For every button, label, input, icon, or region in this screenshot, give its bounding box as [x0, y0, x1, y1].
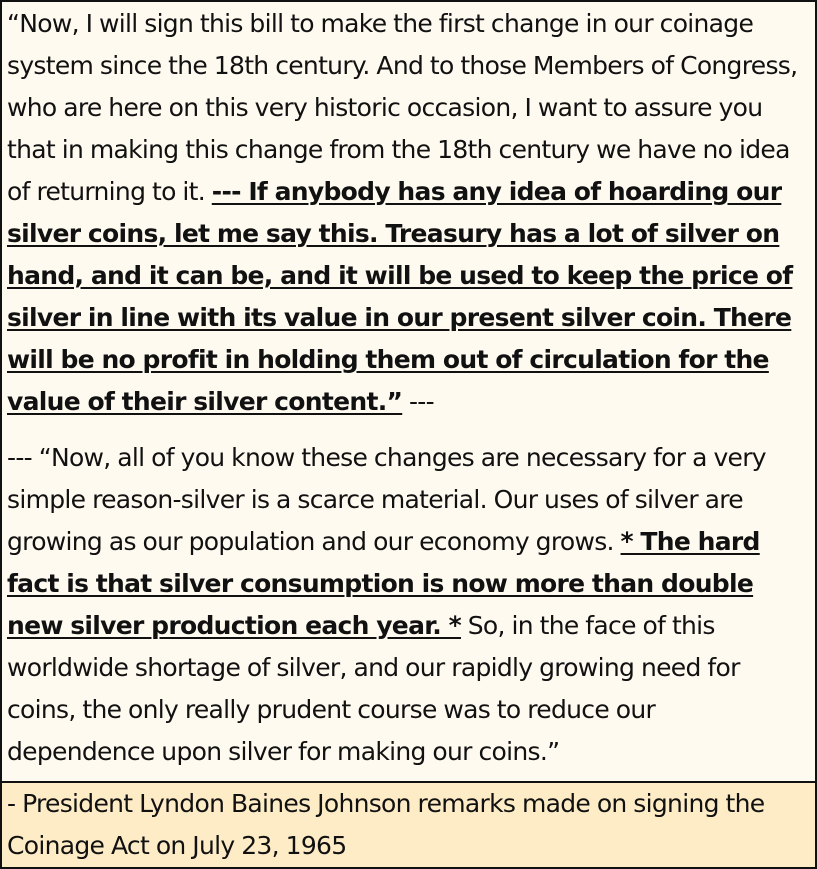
quote-paragraph-2-text-1: --- “Now, all of you know these changes are necessary for a very simple reason-silver is a scarce material. Our uses of silver are growing as our population and our economy grows.	[7, 443, 766, 556]
quote-paragraph-1-text-1: “Now, I will sign this bill to make the first change in our coinage system since the 18th century. And to those Members of Congress, who are here on this very historic occasion, I want to assure you that in making this change from the 18th century we have no idea of returning to it.	[7, 9, 798, 206]
attribution: - President Lyndon Baines Johnson remarks made on signing the Coinage Act on July 23, 1965	[2, 781, 815, 867]
quote-body	[2, 2, 815, 773]
quote-paragraph-1-emphasis: --- If anybody has any idea of hoarding our silver coins, let me say this. Treasury has a lot of silver on hand, and it can be, and it will be used to keep the price of silver in line with its value in our present silver coin. There will be no profit in holding them out of circulation for the value of their silver content.”	[7, 177, 793, 416]
quote-paragraph-2	[7, 437, 809, 773]
quote-paragraph-1	[7, 2, 809, 423]
quote-paragraph-2-emphasis: * The hard fact is that silver consumption is now more than double new silver production each year. *	[7, 527, 760, 640]
quote-paragraph-1-text-2: ---	[402, 387, 434, 416]
quote-paragraph-2-text-2: So, in the face of this worldwide shortage of silver, and our rapidly growing need for coins, the only really prudent course was to reduce our dependence upon silver for making our coins.”	[7, 611, 740, 766]
